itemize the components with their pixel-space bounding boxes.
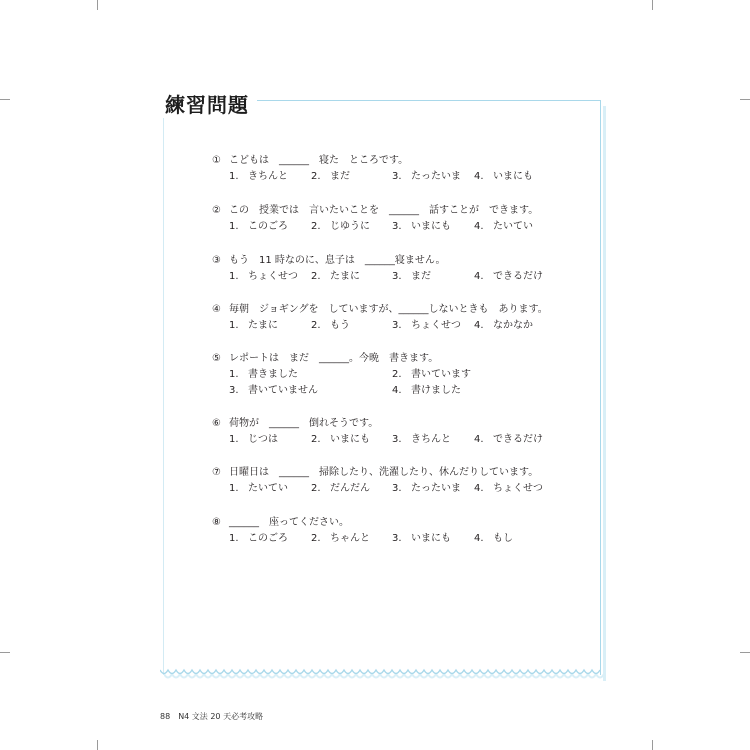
option[interactable]: 3. いまにも [392,221,451,232]
option[interactable]: 1. ちょくせつ [229,271,298,282]
crop-mark [0,99,10,100]
page-title: 練習問題 [165,89,257,118]
option[interactable]: 4. ちょくせつ [474,483,543,494]
option[interactable]: 3. 書いていません [229,385,318,396]
question-text: もう 11 時なのに、息子は ______寝ません。 [229,255,446,266]
question-text: 荷物が ______ 倒れそうです。 [229,418,379,429]
question-stem [212,153,408,169]
option-row [212,481,543,497]
option[interactable]: 4. できるだけ [474,434,543,445]
option[interactable]: 1. きちんと [229,171,288,182]
crop-mark [97,0,98,10]
crop-mark [652,740,653,750]
option-row [212,367,471,383]
option-row [212,432,543,448]
question-text: この 授業では 言いたいことを ______ 話すことが できます。 [229,205,539,216]
option-row [212,383,461,399]
crop-mark [652,0,653,10]
option[interactable]: 2. だんだん [311,483,370,494]
question-item [212,203,538,235]
book-title: N4 文法 20 天必考攻略 [178,712,264,721]
question-number: ⑥ [212,418,221,429]
page-footer [160,711,263,722]
option[interactable]: 3. きちんと [392,434,451,445]
option[interactable]: 1. たいてい [229,483,288,494]
option[interactable]: 3. たったいま [392,483,461,494]
option[interactable]: 1. このごろ [229,533,288,544]
option[interactable]: 1. このごろ [229,221,288,232]
option[interactable]: 4. できるだけ [474,271,543,282]
option[interactable]: 2. もう [311,320,350,331]
frame-left-edge [163,118,164,675]
crop-mark [0,652,10,653]
option[interactable]: 2. いまにも [311,434,370,445]
option[interactable]: 3. まだ [392,271,431,282]
crop-mark [740,652,750,653]
question-stem [212,302,548,318]
question-text: レポートは まだ ______。今晩 書きます。 [229,353,439,364]
question-item [212,515,513,547]
option[interactable]: 2. まだ [311,171,350,182]
question-text: こどもは ______ 寝た ところです。 [229,155,409,166]
page-number: 88 [160,712,171,721]
crop-mark [740,99,750,100]
option[interactable]: 3. たったいま [392,171,461,182]
option[interactable]: 4. 書けました [392,385,461,396]
question-stem [212,203,538,219]
option[interactable]: 2. じゆうに [311,221,370,232]
question-text: 毎朝 ジョギングを していますが、______しないときも あります。 [229,304,548,315]
question-number: ② [212,205,221,216]
question-stem [212,416,378,432]
option[interactable]: 4. いまにも [474,171,533,182]
crop-mark [97,740,98,750]
question-number: ④ [212,304,221,315]
question-item [212,416,543,448]
option[interactable]: 2. ちゃんと [311,533,370,544]
question-number: ③ [212,255,221,266]
option[interactable]: 4. なかなか [474,320,533,331]
option[interactable]: 4. たいてい [474,221,533,232]
option[interactable]: 2. 書いています [392,369,471,380]
option-row [212,318,548,334]
question-item [212,302,548,334]
option[interactable]: 3. ちょくせつ [392,320,461,331]
option[interactable]: 4. もし [474,533,513,544]
question-number: ① [212,155,221,166]
question-item [212,465,543,497]
question-text: ______ 座ってください。 [229,517,349,528]
option[interactable]: 3. いまにも [392,533,451,544]
question-stem [212,351,438,367]
question-text: 日曜日は ______ 掃除したり、洗濯したり、休んだりしています。 [229,467,539,478]
option[interactable]: 1. たまに [229,320,278,331]
scalloped-edge [160,667,606,681]
question-number: ⑧ [212,517,221,528]
option-row [212,269,543,285]
section-header [165,88,257,118]
question-item [212,351,471,399]
question-number: ⑦ [212,467,221,478]
option[interactable]: 1. 書きました [229,369,298,380]
option-row [212,531,513,547]
question-number: ⑤ [212,353,221,364]
question-item [212,253,543,285]
option-row [212,219,538,235]
option-row [212,169,533,185]
option[interactable]: 1. じつは [229,434,278,445]
question-stem [212,515,349,531]
question-item [212,153,533,185]
option[interactable]: 2. たまに [311,271,360,282]
question-stem [212,465,538,481]
question-stem [212,253,446,269]
